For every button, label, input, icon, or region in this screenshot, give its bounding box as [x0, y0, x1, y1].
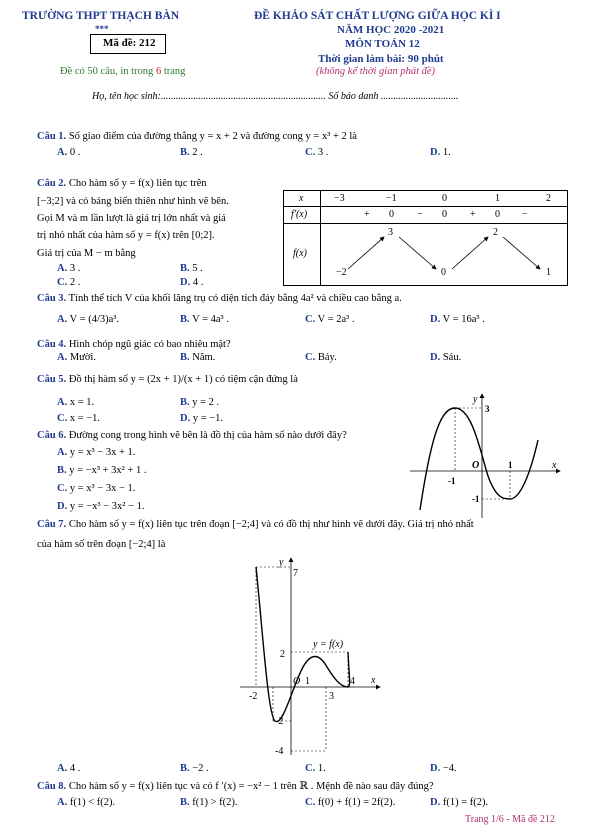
question-8: Câu 8. Cho hàm số y = f(x) liên tục và có f ′(x) = −x² − 1 trên ℝ . Mệnh đề nào sau đây đúng?: [37, 781, 434, 792]
bbt-x-val: 0: [442, 193, 447, 204]
q5-option-a: A. x = 1.: [57, 397, 95, 408]
g7-tick-m4: -4: [275, 746, 284, 757]
q8-option-c: C. f(0) + f(1) = 2f(2).: [305, 797, 396, 808]
school-year: NĂM HỌC 2020 -2021: [337, 24, 445, 36]
q5-option-d: D. y = −1.: [180, 413, 224, 424]
q7-option-d: D. −4.: [430, 763, 457, 774]
bbt-sign: +: [470, 209, 476, 220]
variation-table: [283, 190, 568, 286]
q1-option-d: D. 1.: [430, 147, 451, 158]
bbt-sign: −: [522, 209, 528, 220]
q3-option-b: B. V = 4a³ .: [180, 314, 229, 325]
q4-option-d: D. Sáu.: [430, 352, 462, 363]
q2-line-4: trị nhỏ nhất của hàm số y = f(x) trên [0;2].: [37, 230, 215, 241]
stars: ***: [95, 24, 109, 34]
g7-tick-4: 4: [350, 676, 355, 687]
g7-tick-2: 2: [280, 649, 285, 660]
question-1: Câu 1. Số giao điểm của đường thẳng y = x + 2 và đường cong y = x³ + 2 là: [37, 131, 357, 142]
time-note: (không kể thời gian phát đề): [316, 66, 436, 77]
bbt-sign: 0: [442, 209, 447, 220]
exam-code: Mã đề: 212: [103, 37, 156, 49]
q4-option-a: A. Mười.: [57, 352, 96, 363]
q8-option-d: D. f(1) = f(2).: [430, 797, 489, 808]
g7-function-label: y = f(x): [313, 639, 344, 650]
exam-title: ĐỀ KHẢO SÁT CHẤT LƯỢNG GIỮA HỌC KÌ I: [254, 10, 501, 22]
bbt-x-val: −1: [386, 193, 397, 204]
q7-option-b: B. −2 .: [180, 763, 209, 774]
g7-y-label: y: [279, 557, 284, 568]
q1-option-c: C. 3 .: [305, 147, 329, 158]
q6-option-b: B. y = −x³ + 3x² + 1 .: [57, 465, 147, 476]
g6-tick-3: 3: [485, 404, 490, 414]
q7-graph: [235, 555, 385, 760]
g6-tick-1: 1: [508, 460, 513, 470]
q7-line-2: của hàm số trên đoạn [−2;4] là: [37, 539, 166, 550]
q5-option-c: C. x = −1.: [57, 413, 101, 424]
question-7: Câu 7. Cho hàm số y = f(x) liên tục trên đoạn [−2;4] và có đồ thị như hình vẽ dưới đây. Giá trị nhỏ nhất: [37, 519, 474, 530]
g7-tick-3: 3: [329, 691, 334, 702]
school-name: TRƯỜNG THPT THẠCH BÀN: [22, 10, 180, 22]
q2-line-3: Gọi M và m lần lượt là giá trị lớn nhất và giá: [37, 213, 226, 224]
question-2: Câu 2. Cho hàm số y = f(x) liên tục trên: [37, 178, 207, 189]
g6-x-label: x: [552, 460, 557, 471]
q6-option-c: C. y = x³ − 3x − 1.: [57, 483, 136, 494]
bbt-f-val: 0: [441, 267, 446, 278]
g7-tick-m2x: -2: [249, 691, 258, 702]
bbt-f-val: 1: [546, 267, 551, 278]
q2-option-b: B. 5 .: [180, 263, 203, 274]
g6-y-label: y: [473, 394, 478, 405]
q5-option-b: B. y = 2 .: [180, 397, 220, 408]
student-info-line: Họ, tên học sinh:.................................................................. Số báo danh ...............................: [92, 91, 459, 102]
question-count: Đề có 50 câu, in trong 6 trang: [60, 66, 186, 77]
g6-tick-m1x: -1: [448, 476, 456, 486]
bbt-f-val: 3: [388, 227, 393, 238]
bbt-f-val: −2: [336, 267, 347, 278]
q2-line-2: [−3;2] và có bảng biến thiên như hình vẽ bên.: [37, 196, 229, 207]
bbt-fp-label: f′(x): [291, 209, 308, 220]
bbt-f-label: f(x): [293, 248, 307, 259]
g7-origin: O: [293, 676, 301, 687]
q2-option-c: C. 2 .: [57, 277, 81, 288]
subject: MÔN TOÁN 12: [345, 38, 420, 50]
question-3: Câu 3. Tính thể tích V của khối lăng trụ có diện tích đáy bằng 4a² và chiều cao bằng a.: [37, 293, 402, 304]
question-4: Câu 4. Hình chóp ngũ giác có bao nhiêu mặt?: [37, 339, 231, 350]
time-limit: Thời gian làm bài: 90 phút: [318, 53, 444, 65]
q8-option-a: A. f(1) < f(2).: [57, 797, 116, 808]
q1-option-a: A. 0 .: [57, 147, 81, 158]
q6-option-a: A. y = x³ − 3x + 1.: [57, 447, 136, 458]
q6-graph: [410, 390, 565, 520]
q2-line-5: Giá trị của M − m bằng: [37, 248, 136, 259]
g7-tick-7: 7: [293, 568, 298, 579]
bbt-sign: +: [364, 209, 370, 220]
q7-option-c: C. 1.: [305, 763, 326, 774]
q2-option-a: A. 3 .: [57, 263, 81, 274]
q1-option-b: B. 2 .: [180, 147, 203, 158]
g6-origin: O: [472, 460, 480, 471]
q6-option-d: D. y = −x³ − 3x² − 1.: [57, 501, 145, 512]
bbt-x-label: x: [299, 193, 304, 204]
q4-option-c: C. Bảy.: [305, 352, 337, 363]
g7-x-label: x: [371, 675, 376, 686]
q7-option-a: A. 4 .: [57, 763, 81, 774]
q2-option-d: D. 4 .: [180, 277, 204, 288]
q3-option-c: C. V = 2a³ .: [305, 314, 355, 325]
g7-tick-m2y: -2: [275, 716, 284, 727]
bbt-sign: 0: [495, 209, 500, 220]
q3-option-d: D. V = 16a³ .: [430, 314, 485, 325]
q4-option-b: B. Năm.: [180, 352, 216, 363]
g7-tick-1: 1: [305, 676, 310, 687]
bbt-sign: 0: [389, 209, 394, 220]
bbt-x-val: 2: [546, 193, 551, 204]
bbt-x-val: −3: [334, 193, 345, 204]
bbt-x-val: 1: [495, 193, 500, 204]
bbt-f-val: 2: [493, 227, 498, 238]
q8-option-b: B. f(1) > f(2).: [180, 797, 238, 808]
bbt-sign: −: [417, 209, 423, 220]
g6-tick-m1y: -1: [472, 494, 480, 504]
question-6: Câu 6. Đường cong trong hình vẽ bên là đồ thị của hàm số nào dưới đây?: [37, 430, 347, 441]
page-footer: Trang 1/6 - Mã đề 212: [465, 814, 555, 825]
q3-option-a: A. V = (4/3)a³.: [57, 314, 120, 325]
bbt-arrows: [284, 191, 567, 285]
question-5: Câu 5. Đồ thị hàm số y = (2x + 1)/(x + 1) có tiệm cận đứng là: [37, 374, 298, 385]
